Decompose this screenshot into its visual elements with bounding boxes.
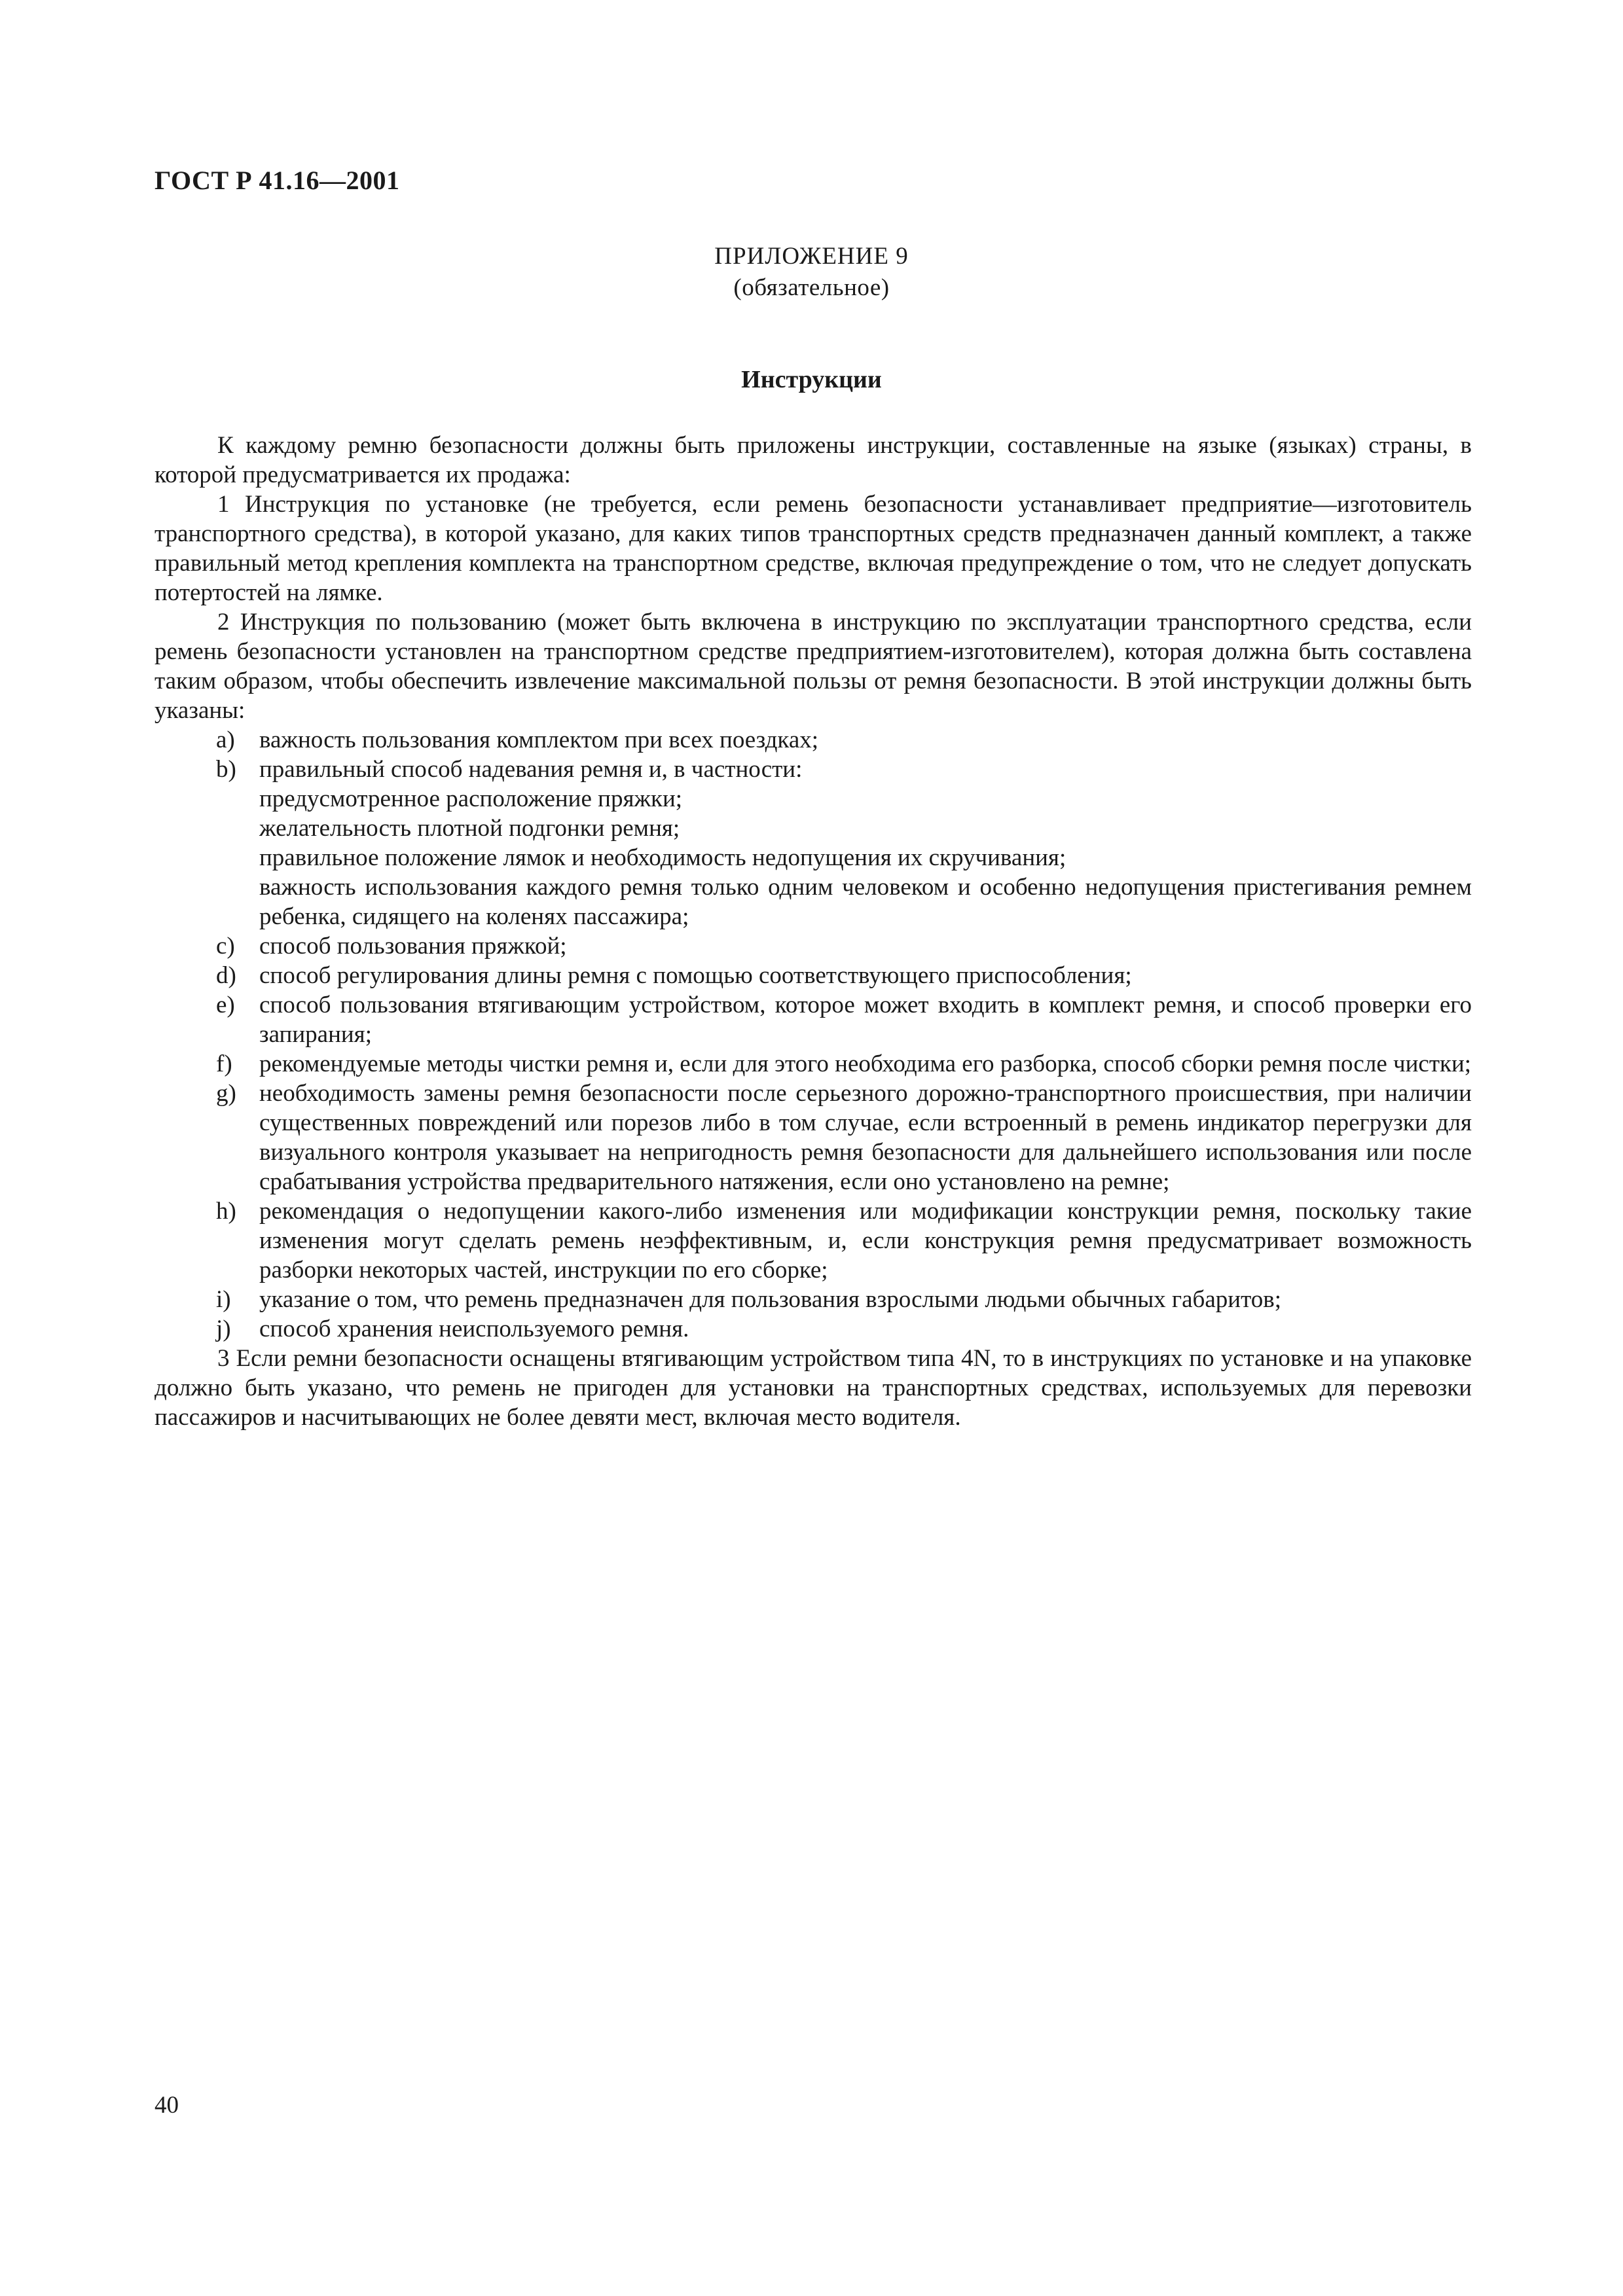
list-marker: a) [216,726,235,753]
list-item-text: рекомендация о недопущении какого-либо изменения или модификации конструкции ремня, поскольку такие изменения могут сделать ремень неэффективным, и, если конструкция ремня предусматривает возможность разборки некоторых частей, инструкции по его сборке; [259,1198,1472,1283]
list-item-c [155,931,1472,961]
list-marker: b) [216,756,236,783]
list-item-d [155,961,1472,990]
sub-item: предусмотренное расположение пряжки; [259,785,683,812]
list-item-i [155,1285,1472,1314]
paragraph-3: 3 Если ремни безопасности оснащены втягивающим устройством типа 4N, то в инструкциях по установке и на упаковке должно быть указано, что ремень не пригоден для установки на транспортных средствах, используемых для перевозки пассажиров и насчитывающих не более девяти мест, включая место водителя. [155,1345,1472,1431]
list-item-text: необходимость замены ремня безопасности после серьезного дорожно-транспортного происшествия, при наличии существенных повреждений или порезов либо в том случае, если встроенный в ремень индикатор перегрузки для визуального контроля указывает на непригодность ремня безопасности для дальнейшего использования или после срабатывания устройства предварительного натяжения, если оно установлено на ремне; [259,1080,1472,1195]
list-item-text: способ регулирования длины ремня с помощью соответствующего приспособления; [259,962,1132,989]
list-item-text: важность пользования комплектом при всех поездках; [259,726,819,753]
list-item-text: рекомендуемые методы чистки ремня и, если для этого необходима его разборка, способ сборки ремня после чистки; [259,1050,1472,1077]
list-item-text: правильный способ надевания ремня и, в частности: [259,756,803,783]
list-item-e [155,990,1472,1049]
paragraph-2: 2 Инструкция по пользованию (может быть включена в инструкцию по эксплуатации транспортного средства, если ремень безопасности установлен на транспортном средстве предприятием-изготовителем), которая должна быть составлена таким образом, чтобы обеспечить извлечение максимальной пользы от ремня безопасности. В этой инструкции должны быть указаны: [155,609,1472,724]
appendix-title: ПРИЛОЖЕНИЕ 9 [714,243,909,270]
list-item-text: способ пользования пряжкой; [259,933,567,960]
list-item-f [155,1049,1472,1079]
document-body [155,431,1472,1432]
list-marker: i) [216,1286,231,1313]
sub-item: желательность плотной подгонки ремня; [259,815,680,842]
list-marker: f) [216,1050,232,1077]
intro-paragraph: К каждому ремню безопасности должны быть приложены инструкции, составленные на языке (языках) страны, в которой предусматривается их продажа: [155,432,1472,488]
list-marker: d) [216,962,236,989]
list-item-text: способ хранения неиспользуемого ремня. [259,1316,689,1342]
paragraph-1: 1 Инструкция по установке (не требуется, если ремень безопасности устанавливает предприятие—изготовитель транспортного средства), в которой указано, для каких типов транспортных средств предназначен данный комплект, а также правильный метод крепления комплекта на транспортном средстве, включая предупреждение о том, что не следует допускать потертостей на лямке. [155,491,1472,606]
list-item-a [155,725,1472,755]
list-item-text: способ пользования втягивающим устройством, которое может входить в комплект ремня, и способ проверки его запирания; [259,992,1472,1048]
list-marker: c) [216,933,235,960]
list-marker: g) [216,1080,236,1107]
page-number: 40 [155,2092,179,2119]
sub-item: важность использования каждого ремня только одним человеком и особенно недопущения пристегивания ремнем ребенка, сидящего на коленях пассажира; [259,874,1472,930]
section-title: Инструкции [741,366,882,393]
list-item-b [155,755,1472,784]
list-marker: j) [216,1316,231,1342]
list-item-g [155,1079,1472,1196]
list-item-text: указание о том, что ремень предназначен для пользования взрослыми людьми обычных габаритов; [259,1286,1282,1313]
list-marker: e) [216,992,235,1018]
list-item-h [155,1196,1472,1285]
appendix-subtitle: (обязательное) [733,274,890,301]
list-marker: h) [216,1198,236,1225]
list-item-j [155,1314,1472,1344]
document-header: ГОСТ Р 41.16—2001 [155,166,400,195]
sub-item: правильное положение лямок и необходимость недопущения их скручивания; [259,844,1067,871]
